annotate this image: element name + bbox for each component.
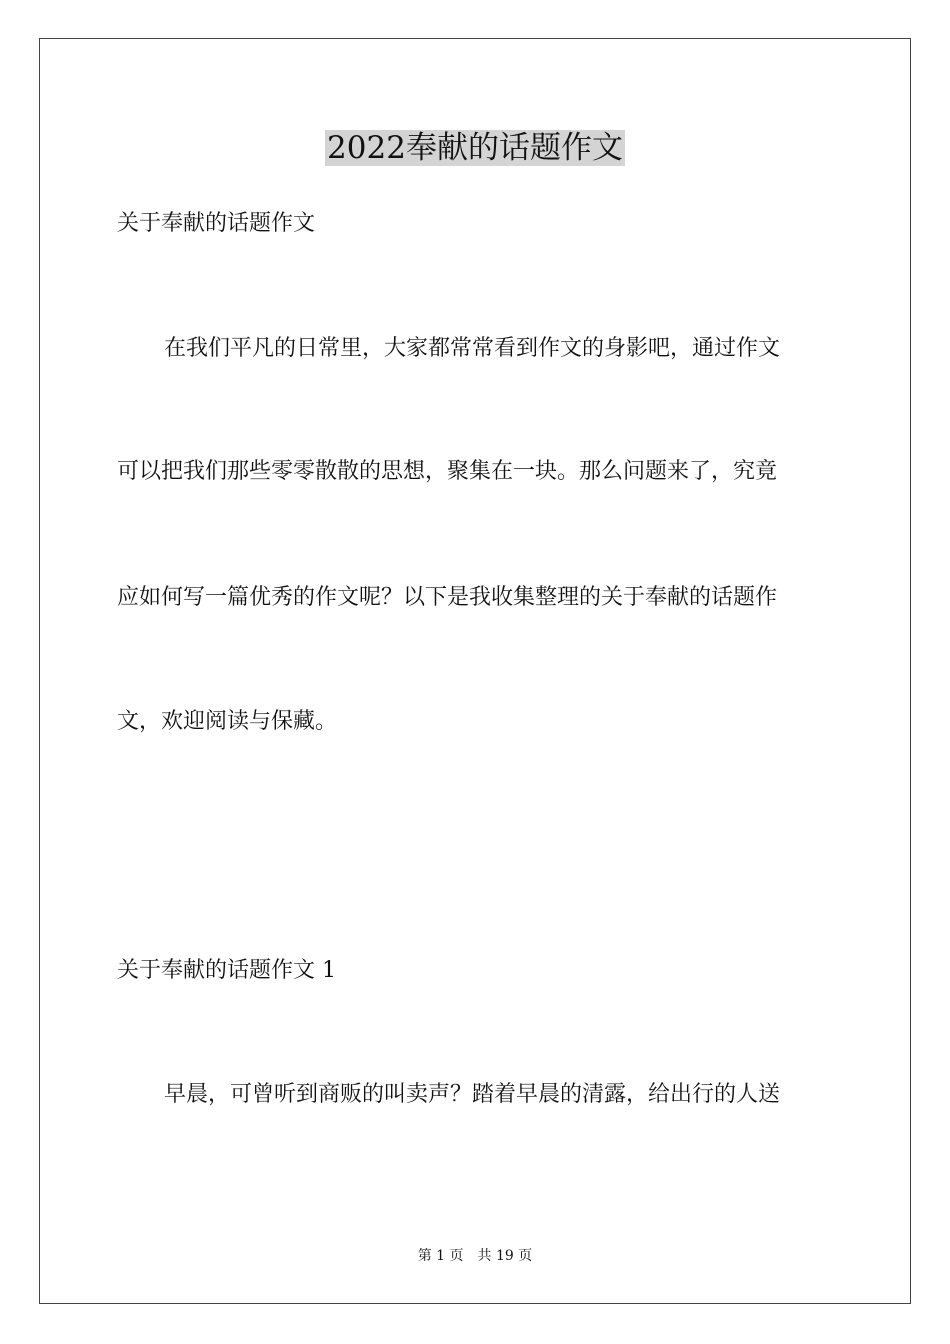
page-footer (0, 1246, 950, 1266)
intro-line-2: 可以把我们那些零零散散的思想，聚集在一块。那么问题来了，究竟 (117, 459, 778, 484)
intro-line-4: 文，欢迎阅读与保藏。 (117, 709, 338, 734)
subtitle: 关于奉献的话题作文 (117, 211, 316, 236)
document-title (0, 128, 950, 168)
intro-line-1: 在我们平凡的日常里，大家都常常看到作文的身影吧，通过作文 (164, 336, 781, 361)
page-total: 共 19 页 (477, 1248, 533, 1264)
intro-line-3: 应如何写一篇优秀的作文呢？以下是我收集整理的关于奉献的话题作 (117, 585, 778, 610)
section-heading-1: 关于奉献的话题作文 1 (117, 958, 336, 983)
document-title-text: 2022奉献的话题作文 (327, 130, 623, 166)
page-number: 第 1 页 (417, 1248, 464, 1264)
section1-line-1: 早晨，可曾听到商贩的叫卖声？踏着早晨的清露，给出行的人送 (164, 1082, 781, 1107)
